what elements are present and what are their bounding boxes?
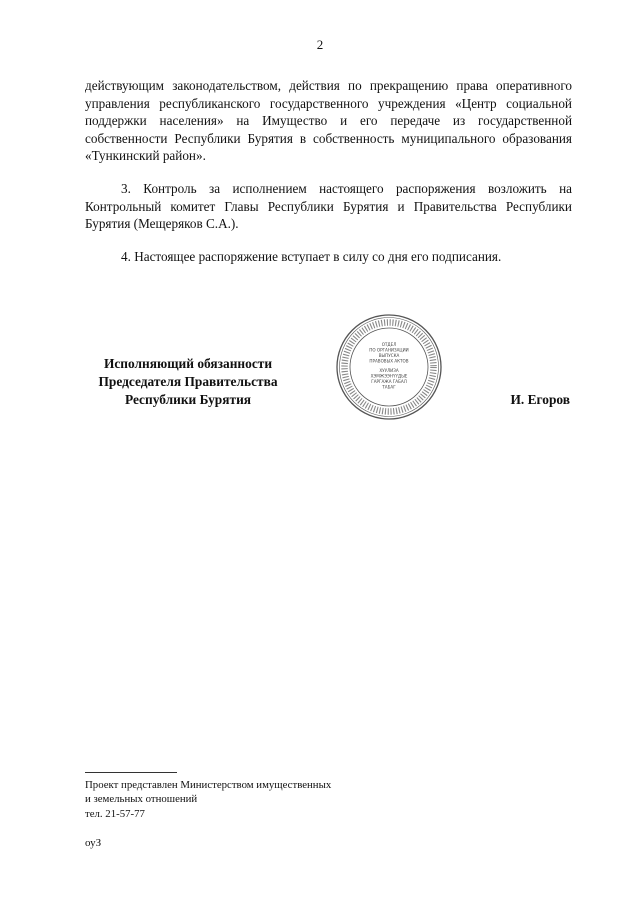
paragraph-effective-date: 4. Настоящее распоряжение вступает в силу со дня его подписания. bbox=[121, 249, 502, 264]
footnote-line: тел. 21-57-77 bbox=[85, 807, 145, 820]
footnote-divider bbox=[85, 772, 177, 773]
seal-line: ХУУЛИЗА bbox=[379, 368, 399, 373]
signatory-title-line: Исполняющий обязанности bbox=[103, 356, 273, 371]
seal-line: ХЭМЖЭЭНҮҮДЫЕ bbox=[370, 373, 408, 379]
seal-line: ПО ОРГАНИЗАЦИИ bbox=[369, 347, 409, 353]
official-seal bbox=[334, 312, 444, 422]
seal-line: ПРАВОВЫХ АКТОВ bbox=[369, 358, 409, 364]
signatory-title-line: Республики Бурятия bbox=[124, 391, 252, 407]
signatory-name: И. Егоров bbox=[510, 392, 570, 407]
footnote-line: Проект представлен Министерством имущественных bbox=[85, 779, 332, 791]
signatory-title-line: Председателя Правительства bbox=[98, 373, 278, 389]
seal-line: ГАРГАЖА ГАБАЛ bbox=[371, 379, 407, 384]
signatory-title bbox=[83, 355, 293, 408]
footnote bbox=[85, 778, 485, 821]
paragraph-continuation: действующим законодательством, действия по прекращению права оперативного управления республиканского государственного учреждения «Центр социальной поддержки населения» на Имущество и его передаче из государственной собственности Республики Бурятия в собственность муниципального образования «Тункинский район». bbox=[85, 78, 572, 164]
seal-line: ОТДЕЛ bbox=[381, 342, 397, 347]
seal-line: ТАБАГ bbox=[382, 384, 396, 390]
page-number: 2 bbox=[316, 37, 324, 52]
executor-code: оуЗ bbox=[85, 837, 102, 849]
footnote-line: и земельных отношений bbox=[85, 793, 198, 806]
paragraph-control-clause: 3. Контроль за исполнением настоящего распоряжения возложить на Контрольный комитет Главы Республики Бурятия и Правительства Республики Бурятия (Мещеряков С.А.). bbox=[85, 181, 572, 232]
seal-line: ВЫПУСКА bbox=[378, 353, 400, 358]
